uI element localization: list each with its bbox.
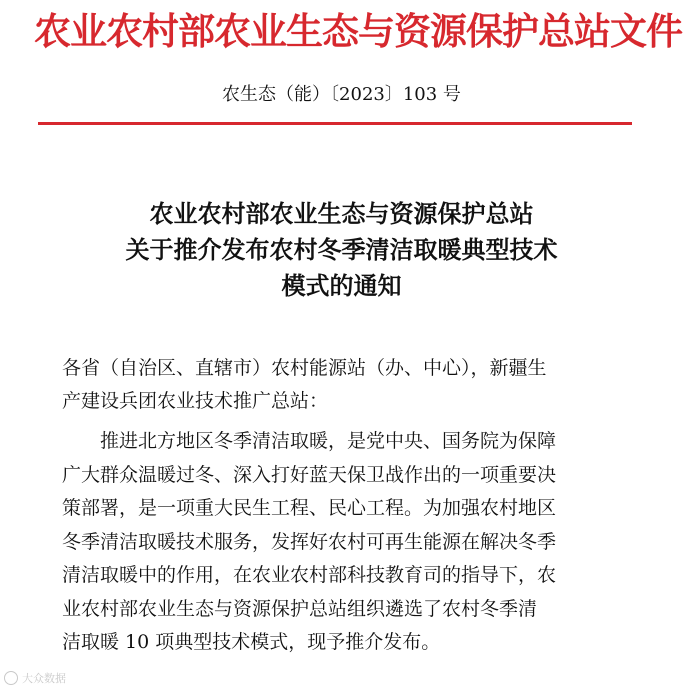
salutation-line: 产建设兵团农业技术推广总站：: [62, 390, 329, 412]
salutation-line: 各省（自治区、直辖市）农村能源站（办、中心），新疆生: [62, 357, 547, 379]
body-line: 洁取暖 10 项典型技术模式，现予推介发布。: [62, 631, 441, 653]
salutation: [62, 352, 627, 418]
notice-title-line: 关于推介发布农村冬季清洁取暖典型技术: [125, 236, 558, 264]
issuer-title: 农业农村部农业生态与资源保护总站文件: [34, 9, 682, 53]
body-line: 广大群众温暖过冬、深入打好蓝天保卫战作出的一项重要决: [62, 463, 557, 486]
body-line: 推进北方地区冬季清洁取暖，是党中央、国务院为保障: [100, 430, 557, 452]
watermark: [4, 669, 66, 687]
body-line: 清洁取暖中的作用，在农业农村部科技教育司的指导下，农: [62, 564, 557, 586]
body-paragraph: [62, 425, 627, 660]
watermark-text: 大众数据: [22, 672, 66, 685]
document-number: 农生态（能）〔2023〕103 号: [222, 84, 461, 105]
red-divider: [38, 122, 632, 125]
body-line: 冬季清洁取暖技术服务，发挥好农村可再生能源在解决冬季: [62, 530, 557, 553]
body-line: 业农村部农业生态与资源保护总站组织遴选了农村冬季清: [62, 597, 538, 620]
body-line: 策部署，是一项重大民生工程、民心工程。为加强农村地区: [62, 497, 557, 519]
notice-title-line: 模式的通知: [281, 272, 402, 300]
notice-title: [0, 196, 683, 304]
watermark-logo-icon: [4, 671, 18, 685]
notice-title-line: 农业农村部农业生态与资源保护总站: [149, 200, 534, 228]
